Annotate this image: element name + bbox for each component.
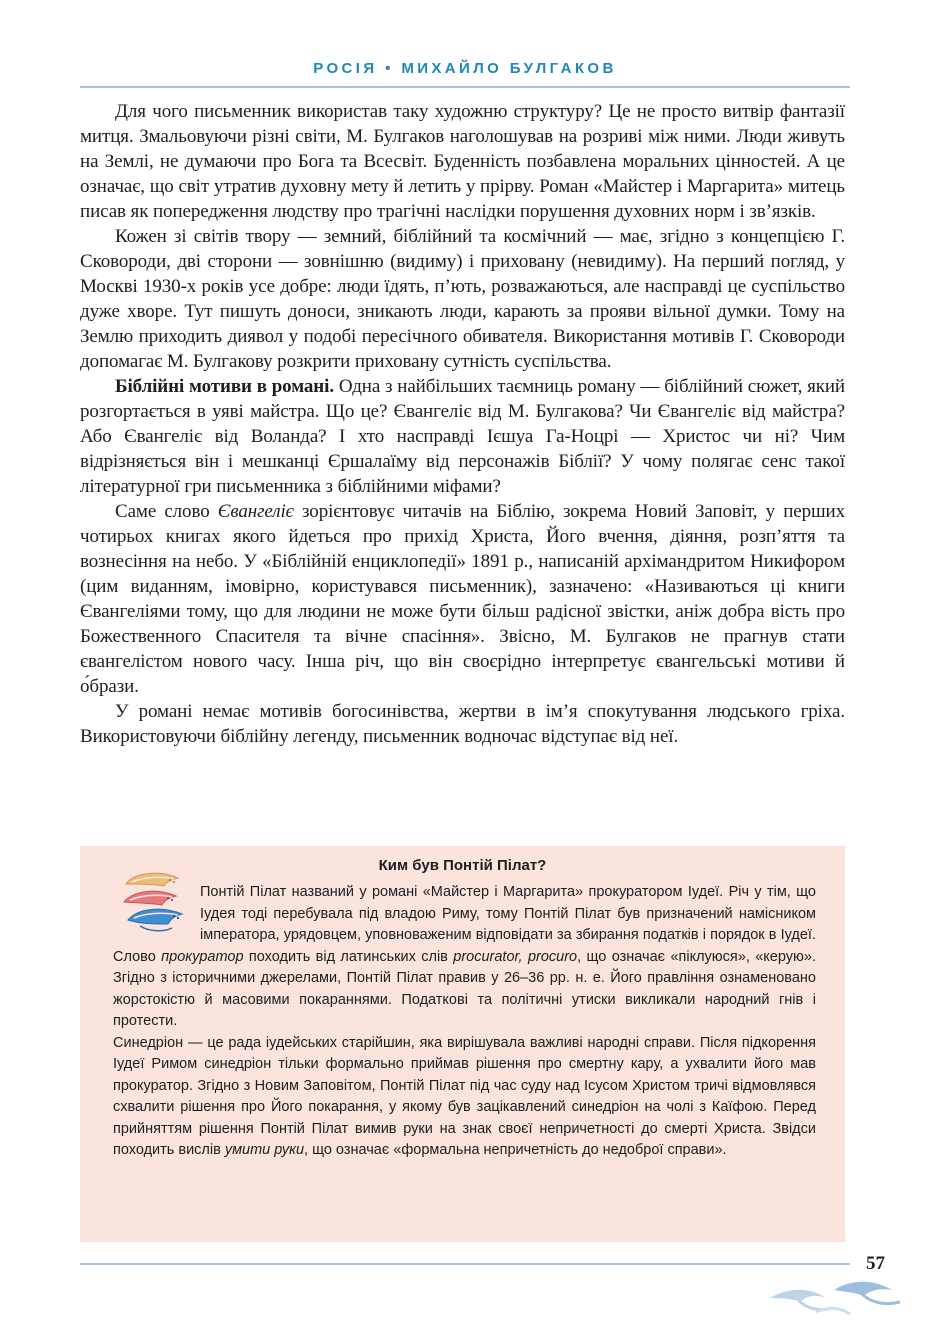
running-head: РОСІЯ • МИХАЙЛО БУЛГАКОВ <box>313 60 617 77</box>
italic-term: Євангеліє <box>217 501 294 522</box>
italic-term-prokurator: прокуратор <box>161 948 244 965</box>
paragraph-2: Кожен зі світів твору — земний, біблійний та космічний — має, згідно з концепцією Г. Сковороди, дві сторони — зовнішню (видиму) і приховану (невидиму). На перший погляд, у Москві 1930-х років усе добре: люди їдять, п’ють, розважаються, але насправді це суспільство дуже хворе. Тут пишуть доноси, зникають люди, карають за прояви вільної думки. Тому на Землю приходить диявол у подобі пересічного обивателя. Використання мотивів Г. Сковороди допомагає М. Булгакову розкрити приховану сутність суспільства. <box>80 226 845 372</box>
info-p1-start: Понтій Пілат названий у романі «Майстер і Маргарита» прокуратором Іудеї. Річ у тім, що Іудея тоді перебувала під владою Риму, тому Понтій Пілат був призначений намісником імператора, урядовцем, уповноваженим відповідати за збирання податків і порядок в Іудеї. Слово <box>113 884 816 965</box>
paragraph-1: Для чого письменник використав таку художню структуру? Це не просто витвір фантазії митця. Змальовуючи різні світи, М. Булгаков наголошував на розриві між ними. Люди живуть на Землі, не думаючи про Бога та Всесвіт. Буденність позбавлена моральних цінностей. А це означає, що світ утратив духовну мету й летить у прірву. Роман «Майстер і Маргарита» митець писав як попередження людству про трагічні наслідки порушення духовних норм і зв’язків. <box>80 101 845 222</box>
info-p1-end: , що означає «піклуюся», «керую». Згідно з історичними джерелами, Понтій Пілат правив у 26–36 рр. н. е. Його правління ознаменовано жорстокістю й масовими покараннями. Податкові та політичні утиски викликали народний гнів і протести. <box>113 948 816 1029</box>
info-paragraph-2 <box>113 1033 816 1162</box>
page-number: 57 <box>866 1253 885 1274</box>
italic-term-idiom: умити руки <box>224 1142 305 1158</box>
info-box <box>80 846 845 1242</box>
info-box-text <box>113 882 816 1162</box>
paragraph-5: У романі немає мотивів богосинівства, жертви в ім’я спокутування людського гріха. Використовуючи біблійну легенду, письменник водночас відступає від неї. <box>80 701 845 747</box>
flying-birds-icon <box>760 1268 910 1328</box>
footer-rule <box>80 1263 850 1265</box>
info-p1-middle: походить від латинських слів <box>243 948 454 965</box>
header-rule <box>80 86 850 88</box>
info-p2-start: Синедріон — це рада іудейських старійшин, яка вирішувала важливі народні справи. Після підкорення Іудеї Римом синедріон тільки формально приймав рішення про смертну кару, а ухвалити його мав прокуратор. Згідно з Новим Заповітом, Понтій Пілат під час суду над Ісусом Христом тричі відмовлявся схвалити рішення про Його покарання, у якому був зацікавлений синедріон на чолі з Каїфою. Перед прийняттям рішення Понтій Пілат вимив руки на знак своєї непричетності до смерті Христа. Звідси походить вислів <box>113 1034 816 1158</box>
info-box-title: Ким був Понтій Пілат? <box>378 857 547 874</box>
paragraph-3 <box>80 374 845 499</box>
paragraph-4-text: зорієнтовує читачів на Біблію, зокрема Новий Заповіт, у перших чотирьох книгах якого йдеться про прихід Христа, Його вчення, діяння, розп’яття та вознесіння на небо. У «Біблійній енциклопедії» 1891 р., написаній архімандритом Никифором (цим виданням, імовірно, користувався письменник), зазначено: «Називаються ці книги Євангеліями тому, що для людини не може бути більш радісної звістки, аніж добра вість про Божественного Спасителя та вічне спасіння». Звісно, М. Булгаков не прагнув стати євангелістом нового часу. Інша річ, що він своєрідно інтерпретує євангельські мотиви й о́брази. <box>80 501 845 697</box>
info-p2-end: , що означає «формальна непричетність до недоброї справи». <box>304 1142 727 1158</box>
paragraph-4 <box>80 499 845 699</box>
paragraph-3-text: Одна з найбільших таємниць роману — біблійний сюжет, який розгортається в уяві майстра. Що це? Євангеліє від М. Булгакова? Чи Євангеліє від майстра? Або Євангеліє від Воланда? І хто насправді Ієшуа Га-Ноцрі — Христос чи ні? Чим відрізняється він і мешканці Єршалаїму від персонажів Біблії? У чому полягає сенс такої літературної гри письменника з біблійними міфами? <box>80 376 845 497</box>
section-lead: Біблійні мотиви в романі. <box>115 376 334 397</box>
info-paragraph-1 <box>113 882 816 1033</box>
paragraph-4-start: Саме слово <box>115 501 218 522</box>
italic-term-latin: procurator, procuro <box>453 948 578 965</box>
main-text <box>80 99 845 749</box>
